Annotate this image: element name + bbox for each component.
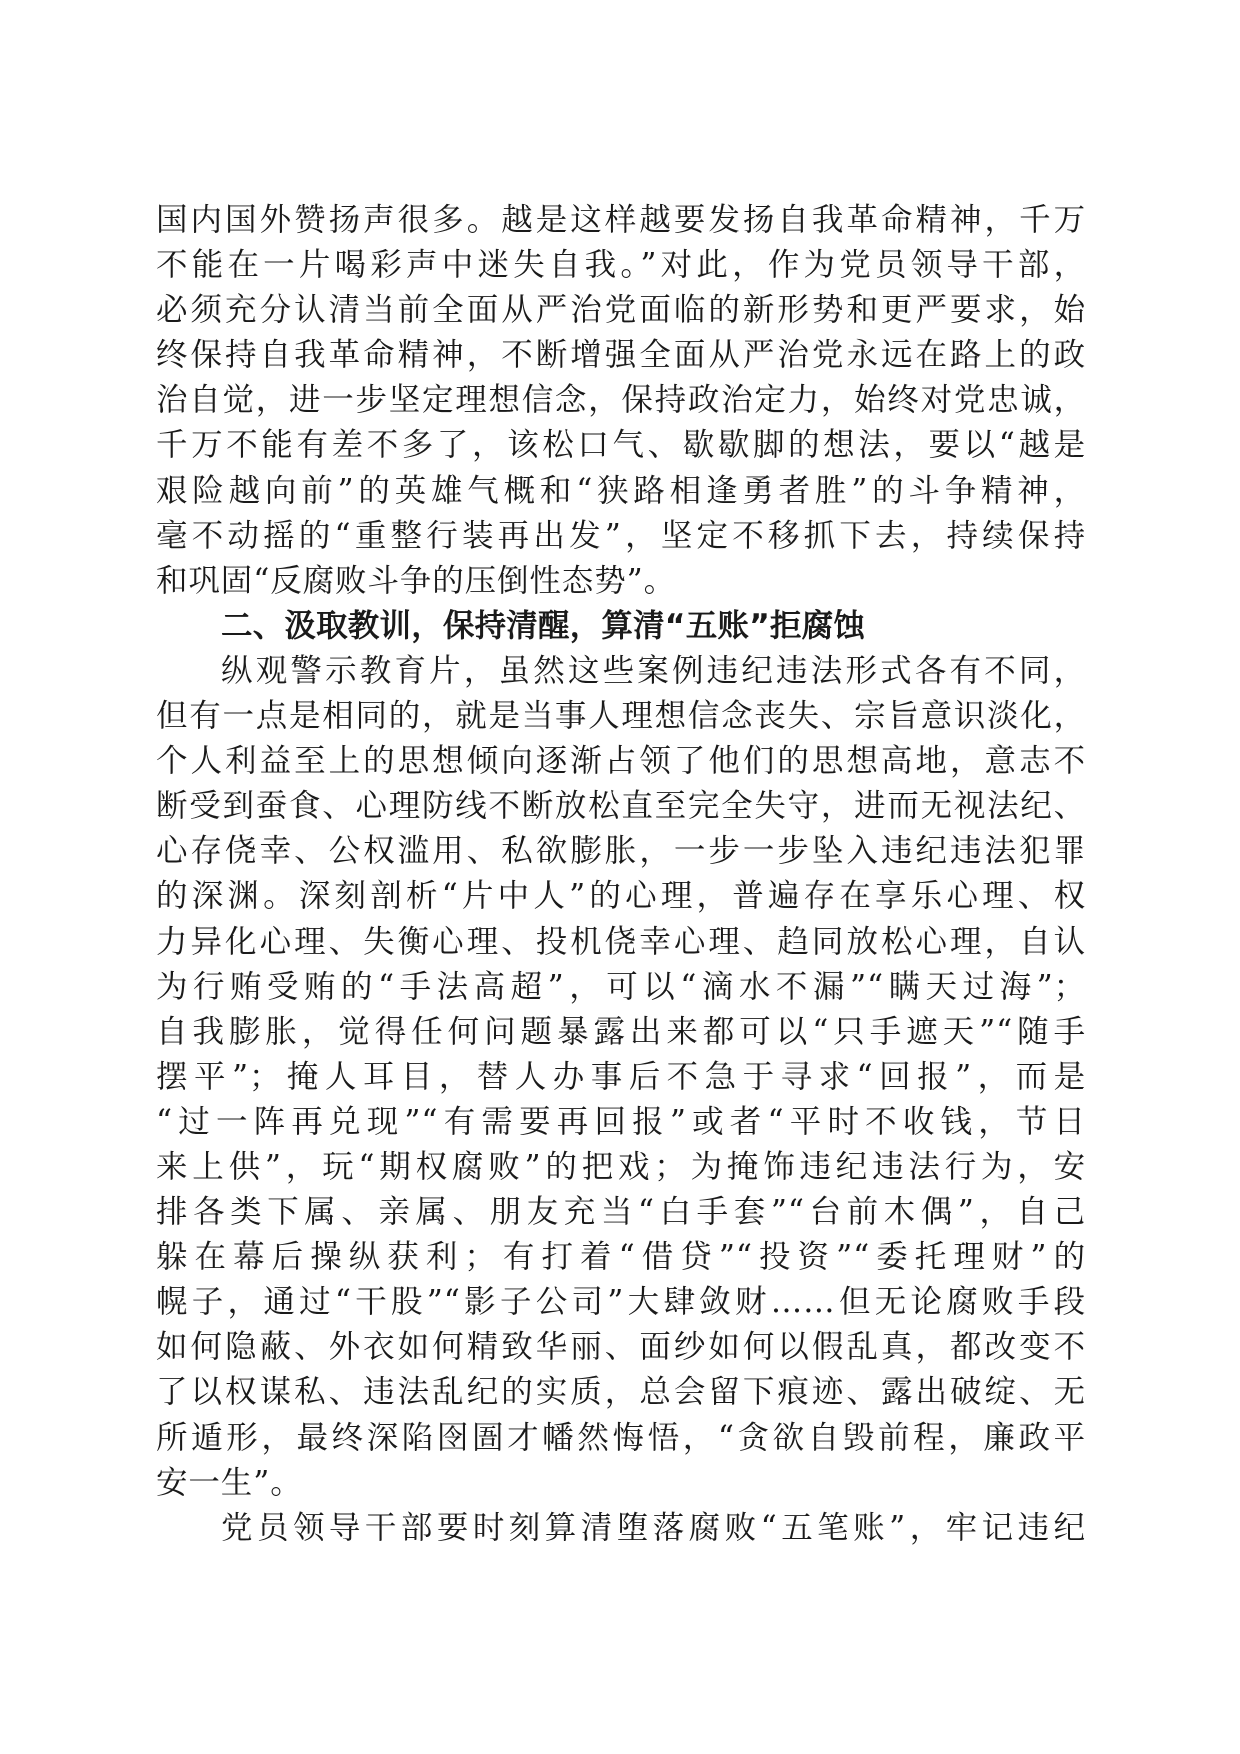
- text-line: 个人利益至上的思想倾向逐渐占领了他们的思想高地，意志不: [156, 743, 1086, 780]
- text-line: 幌子，通过“干股”“影子公司”大肆敛财……但无论腐败手段: [156, 1284, 1086, 1321]
- text-line: 躲在幕后操纵获利；有打着“借贷”“投资”“委托理财”的: [156, 1239, 1086, 1276]
- paragraph-3: [156, 1506, 1086, 1551]
- text-line: 国内国外赞扬声很多。越是这样越要发扬自我革命精神，千万: [156, 202, 1086, 238]
- text-line: 不能在一片喝彩声中迷失自我。”对此，作为党员领导干部，: [156, 247, 1086, 284]
- text-line: 所遁形，最终深陷囹圄才幡然悔悟，“贪欲自毁前程，廉政平: [156, 1419, 1086, 1456]
- text-line: 纵观警示教育片，虽然这些案例违纪违法形式各有不同，: [221, 652, 1086, 689]
- section-heading: 二、汲取教训，保持清醒，算清“五账”拒腐蚀: [221, 607, 866, 644]
- text-line: 治自觉，进一步坚定理想信念，保持政治定力，始终对党忠诚，: [156, 382, 1086, 419]
- text-line: 如何隐蔽、外衣如何精致华丽、面纱如何以假乱真，都改变不: [156, 1329, 1086, 1366]
- text-line: 但有一点是相同的，就是当事人理想信念丧失、宗旨意识淡化，: [156, 698, 1086, 735]
- text-line: 心存侥幸、公权滥用、私欲膨胀，一步一步坠入违纪违法犯罪: [156, 833, 1086, 870]
- text-line: 的深渊。深刻剖析“片中人”的心理，普遍存在享乐心理、权: [156, 878, 1086, 915]
- text-line: 自我膨胀，觉得任何问题暴露出来都可以“只手遮天”“随手: [156, 1013, 1086, 1050]
- text-line: 和巩固“反腐败斗争的压倒性态势”。: [156, 562, 677, 599]
- text-line: 必须充分认清当前全面从严治党面临的新形势和更严要求，始: [156, 292, 1086, 329]
- text-line: 排各类下属、亲属、朋友充当“白手套”“台前木偶”，自己: [156, 1194, 1086, 1231]
- text-line: 来上供”，玩“期权腐败”的把戏；为掩饰违纪违法行为，安: [156, 1148, 1086, 1185]
- text-line: 毫不动摇的“重整行装再出发”，坚定不移抓下去，持续保持: [156, 517, 1086, 554]
- text-line: 断受到蚕食、心理防线不断放松直至完全失守，进而无视法纪、: [156, 788, 1086, 825]
- paragraph-1: [156, 198, 1086, 604]
- text-line: 为行贿受贿的“手法高超”，可以“滴水不漏”“瞒天过海”；: [156, 968, 1086, 1005]
- text-line: “过一阵再兑现”“有需要再回报”或者“平时不收钱，节日: [156, 1103, 1086, 1140]
- text-line: 安一生”。: [156, 1464, 303, 1501]
- text-line: 力异化心理、失衡心理、投机侥幸心理、趋同放松心理，自认: [156, 923, 1086, 960]
- text-line: 了以权谋私、违法乱纪的实质，总会留下痕迹、露出破绽、无: [156, 1374, 1086, 1411]
- text-line: 党员领导干部要时刻算清堕落腐败“五笔账”，牢记违纪: [221, 1509, 1086, 1546]
- text-line: 终保持自我革命精神，不断增强全面从严治党永远在路上的政: [156, 337, 1086, 374]
- text-line: 千万不能有差不多了，该松口气、歇歇脚的想法，要以“越是: [156, 427, 1086, 464]
- paragraph-2: [156, 649, 1086, 1506]
- text-line: 摆平”；掩人耳目，替人办事后不急于寻求“回报”，而是: [156, 1058, 1086, 1095]
- text-line: 艰险越向前”的英雄气概和“狭路相逢勇者胜”的斗争精神，: [156, 472, 1086, 509]
- document-body: [156, 198, 1086, 1551]
